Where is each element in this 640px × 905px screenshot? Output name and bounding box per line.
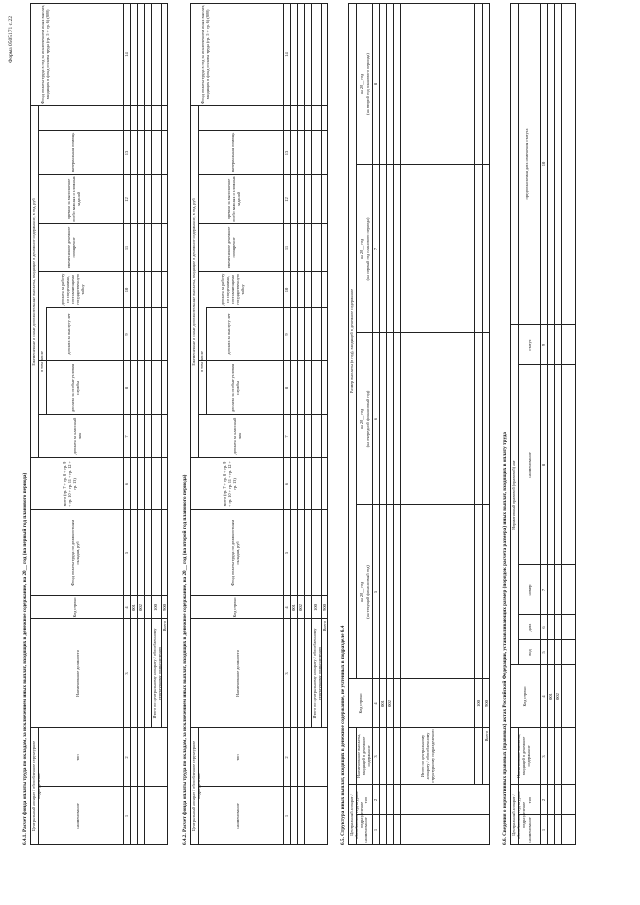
col-date: дата [527,623,532,632]
col-size: Размер выплаты (в год), входящей в денежное содержание [349,288,354,394]
col-name: наименование [75,803,80,829]
num-5: 5 [373,590,378,594]
row-code: 001 [131,604,136,611]
row-code: 002 [387,700,392,707]
row-code: 002 [138,604,143,611]
col-12: премии за выполнение особо важных и сложных заданий [66,176,81,222]
col-org: Центральный аппарат / обособленное структурное подразделение [349,791,364,839]
col-y2-sub: (на очередной финансовый год) [365,390,370,448]
itogo-code: 100 [313,604,318,611]
num-5: 5 [541,651,546,654]
num-13: 13 [124,150,129,156]
vsego-code: 900 [322,604,327,611]
num-6: 6 [124,482,129,486]
col-payments: Наименование выплаты, входящей в денежное содержание [356,734,371,778]
num-2: 2 [541,798,546,802]
col-name: наименование [363,817,368,843]
col-y3: на 20__ год [359,238,364,260]
num-14: 14 [124,52,129,57]
col-13: материальная помощь [70,132,75,173]
col-y3-sub: (на первый год планового периода) [365,217,370,281]
num-13: 13 [284,150,289,156]
col-type: тип [527,796,532,804]
col-position: Наименование должности [75,650,80,697]
num-9: 9 [284,333,289,336]
col-7: доплата за классный чин [232,417,242,455]
itogo-label: Итого по центральному аппарату / обособленному структурному подразделению [312,628,322,719]
col-position: Наименование должности [235,650,240,697]
num-2: 2 [373,798,378,802]
col-org: Центральный аппарат / обособленное структурное подразделение [191,740,201,832]
col-11: ежемесячное денежное поощрение [66,226,76,269]
vsego-code: 900 [162,604,167,611]
col-incl: в том числе [199,351,204,372]
num-8: 8 [541,463,546,467]
col-y2: на 20__ год [359,408,364,430]
itogo-label: Итого по центральному аппарату / обособленному структурному подразделению [152,628,162,719]
vsego-label: Всего [162,621,167,632]
vsego-label: Всего [322,621,327,632]
col-code: Код строки [232,597,237,618]
col-y1-sub: (на текущий финансовый год) [365,565,370,619]
col-fund: Фонд оплаты труда по должностным окладам, руб [70,520,80,586]
num-10: 10 [124,287,129,293]
col-type: тип [75,754,80,761]
col-10: доплата за работу со сведениями, составляющими государственную тайну [220,273,245,306]
num-9: 9 [541,343,546,347]
col-kind: вид [527,649,532,656]
num-11: 11 [284,245,289,251]
num-9: 9 [124,333,129,336]
num-4: 4 [284,606,289,609]
col-12: премии за выполнение особо важных и сложных заданий [226,176,241,222]
num-3: 3 [124,672,129,675]
col-code: Код строки [522,686,527,707]
col-13: материальная помощь [230,132,235,173]
num-7: 7 [284,435,289,438]
num-12: 12 [124,197,129,202]
col-incl: в том числе [39,351,44,372]
col-org: Центральный аппарат / обособленное структурное подразделение [31,740,41,832]
num-1: 1 [284,814,289,818]
num-4: 4 [541,695,546,698]
num-1: 1 [373,828,378,832]
num-3: 3 [541,755,546,758]
col-status: статус [527,339,532,351]
itogo-code: 100 [153,604,158,611]
num-3: 3 [373,755,378,758]
col-total: всего (гр. 7 + гр. 8 + гр. 9 + гр. 10 + гр. 11 + гр. 12 + гр. 13) [62,461,77,507]
col-group: Ежемесячные и иные дополнительные выплаты, входящие в денежное содержание, в год, руб [191,198,196,366]
num-2: 2 [284,756,289,759]
col-y4-sub: (на второй год планового периода) [365,53,370,115]
col-name: наименование [235,803,240,829]
col-9: доплата за выслугу лет [66,313,71,355]
col-9: доплата за выслугу лет [226,313,231,355]
col-code: Код строки [72,597,77,618]
num-6: 6 [541,626,546,629]
num-8: 8 [284,386,289,390]
num-4: 4 [124,606,129,609]
num-7: 7 [124,435,129,438]
section-65-title: 6.5. Структура иных выплат, входящих в денежное содержание, не учтенных в подразделе 6.4 [340,625,346,845]
itogo-code: 100 [476,700,481,707]
num-8: 8 [373,82,378,86]
num-8: 8 [124,386,129,390]
num-6: 6 [373,417,378,421]
num-7: 7 [541,588,546,592]
num-12: 12 [284,197,289,202]
col-group: Ежемесячные и иные дополнительные выплаты, входящие в денежное содержание, в год, руб [31,198,36,366]
num-14: 14 [284,52,289,57]
col-fund: Фонд оплаты труда по должностным окладам, руб [230,520,240,586]
num-10: 10 [284,287,289,293]
num-4: 4 [373,702,378,705]
col-8: доплата за особые условия службы [70,364,80,412]
section-641-title: 6.4.1. Расчет фонда оплаты труда по окладам, за исключением иных выплат, входящих в денежное содержание, на 20__ год (на первый год планового периода) [22,472,28,845]
row-code: 001 [291,604,296,611]
col-name: наименование [527,817,532,843]
col-code: Код строки [358,693,363,714]
num-7: 7 [373,247,378,251]
row-code: 001 [380,700,385,707]
col-14: Фонд оплаты труда в год за исключением иных выплат, входящих в фонд оплаты труда (гр. 5 + гр. 6) (800) [200,5,210,104]
col-change: предполагаемая дата изменения статуса [524,128,529,200]
num-6: 6 [284,482,289,486]
col-7: доплата за классный чин [72,417,82,455]
col-y4: на 20__ год [359,73,364,95]
itogo-label: Итого по центральному аппарату / обособленному структурному подразделению [420,729,435,783]
vsego-code: 900 [484,700,489,707]
form-label: Форма 0505171 с.22 [8,16,14,63]
num-5: 5 [284,551,289,555]
col-act: Нормативный правовой (правовой) акт [511,460,516,530]
col-11: ежемесячное денежное поощрение [226,226,236,269]
col-8: доплата за особые условия службы [230,364,240,412]
num-3: 3 [284,672,289,675]
num-2: 2 [124,756,129,759]
col-aname: наименование [527,452,532,478]
section-642-title: 6.4.2. Расчет фонда оплаты труда по окладам, за исключением иных выплат, входящих в денежное содержание, на 20__ год (на второй год планового периода) [182,474,188,845]
row-code: 002 [555,693,560,700]
col-num: номер [527,584,532,596]
section-66-title: 6.6. Сведения о нормативных правовых (правовых) актах Российской Федерации, устанавливающих размер (порядок расчета размера) иных выплат, входящих в оплату труда [502,432,508,845]
num-1: 1 [541,828,546,832]
row-code: 001 [548,693,553,700]
col-total: всего (гр. 7 + гр. 8 + гр. 9 + гр. 10 + гр. 11 + гр. 12 + гр. 13) [222,461,237,507]
col-type: тип [363,796,368,804]
num-5: 5 [124,551,129,555]
col-10: доплата за работу со сведениями, составляющими государственную тайну [60,273,85,306]
col-payments: Наименование выплаты, входящей в денежное содержание [516,734,531,778]
num-1: 1 [124,814,129,818]
vsego-label: Всего [484,731,489,742]
col-14: Фонд оплаты труда в год за исключением иных выплат, входящих в фонд оплаты труда (гр. 5 + гр. 6) (800) [40,5,50,104]
row-code: 002 [298,604,303,611]
num-10: 10 [541,161,546,167]
col-org: Центральный аппарат / обособленное структурное подразделение [511,791,526,839]
col-y1: на 20__ год [359,581,364,603]
num-11: 11 [124,245,129,251]
col-type: тип [235,754,240,761]
